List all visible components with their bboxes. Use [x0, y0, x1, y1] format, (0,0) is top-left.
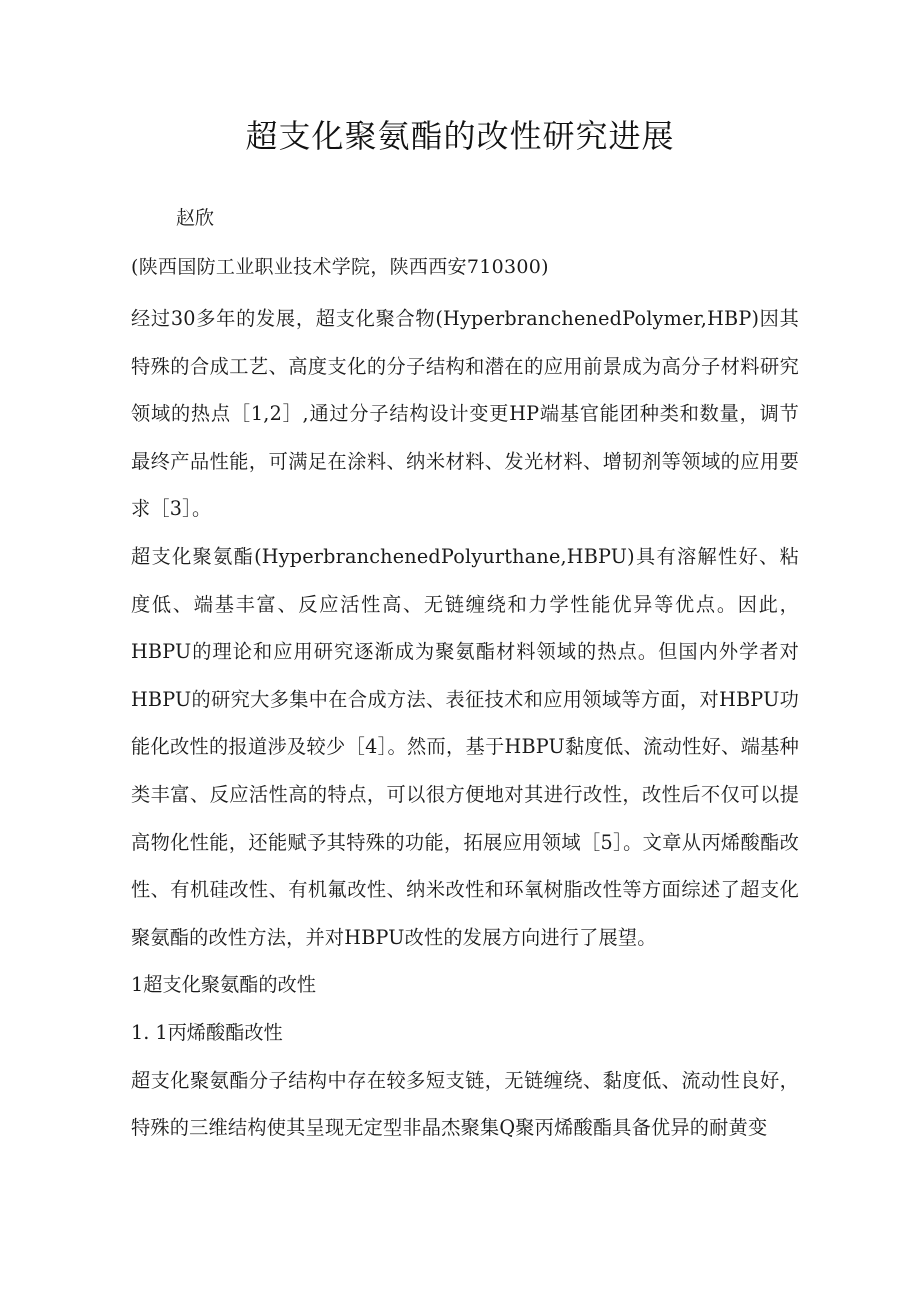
author-affiliation: (陕西国防工业职业技术学院，陕西西安710300) — [131, 256, 549, 278]
section-heading-1: 1超支化聚氨酯的改性 — [131, 973, 316, 997]
paragraph-acrylate: 超支化聚氨酯分子结构中存在较多短支链，无链缠绕、黏度低、流动性良好，特殊的三维结构使其呈现无定型非晶杰聚集Q聚丙烯酸酯具备优异的耐黄变 — [131, 1068, 799, 1140]
section-heading-1-1: 1. 1丙烯酸酯改性 — [131, 1020, 283, 1044]
paragraph-hbpu: 超支化聚氨酯(HyperbranchenedPolyurthane,HBPU)具有溶解性好、粘度低、端基丰富、反应活性高、无链缠绕和力学性能优异等优点。因此，HBPU的理论和应用研究逐渐成为聚氨酯材料领域的热点。但国内外学者对HBPU的研究大多集中在合成方法、表征技术和应用领域等方面，对HBPU功能化改性的报道涉及较少［4］。然而，基于HBPU黏度低、流动性好、端基种类丰富、反应活性高的特点，可以很方便地对其进行改性，改性后不仅可以提高物化性能，还能赋予其特殊的功能，拓展应用领域［5］。文章从丙烯酸酯改性、有机硅改性、有机氟改性、纳米改性和环氧树脂改性等方面综述了超支化聚氨酯的改性方法，并对HBPU改性的发展方向进行了展望。 — [131, 544, 799, 949]
document-title: 超支化聚氨酯的改性研究进展 — [245, 117, 675, 155]
paragraph-intro: 经过30多年的发展，超支化聚合物(HyperbranchenedPolymer,HBP)因其特殊的合成工艺、高度支化的分子结构和潜在的应用前景成为高分子材料研究领域的热点［1,2］,通过分子结构设计变更HP端基官能团种类和数量，调节最终产品性能，可满足在涂料、纳米材料、发光材料、增韧剂等领域的应用要求［3］。 — [131, 307, 799, 521]
document-body — [131, 295, 799, 1152]
author-name: 赵欣 — [176, 207, 215, 229]
